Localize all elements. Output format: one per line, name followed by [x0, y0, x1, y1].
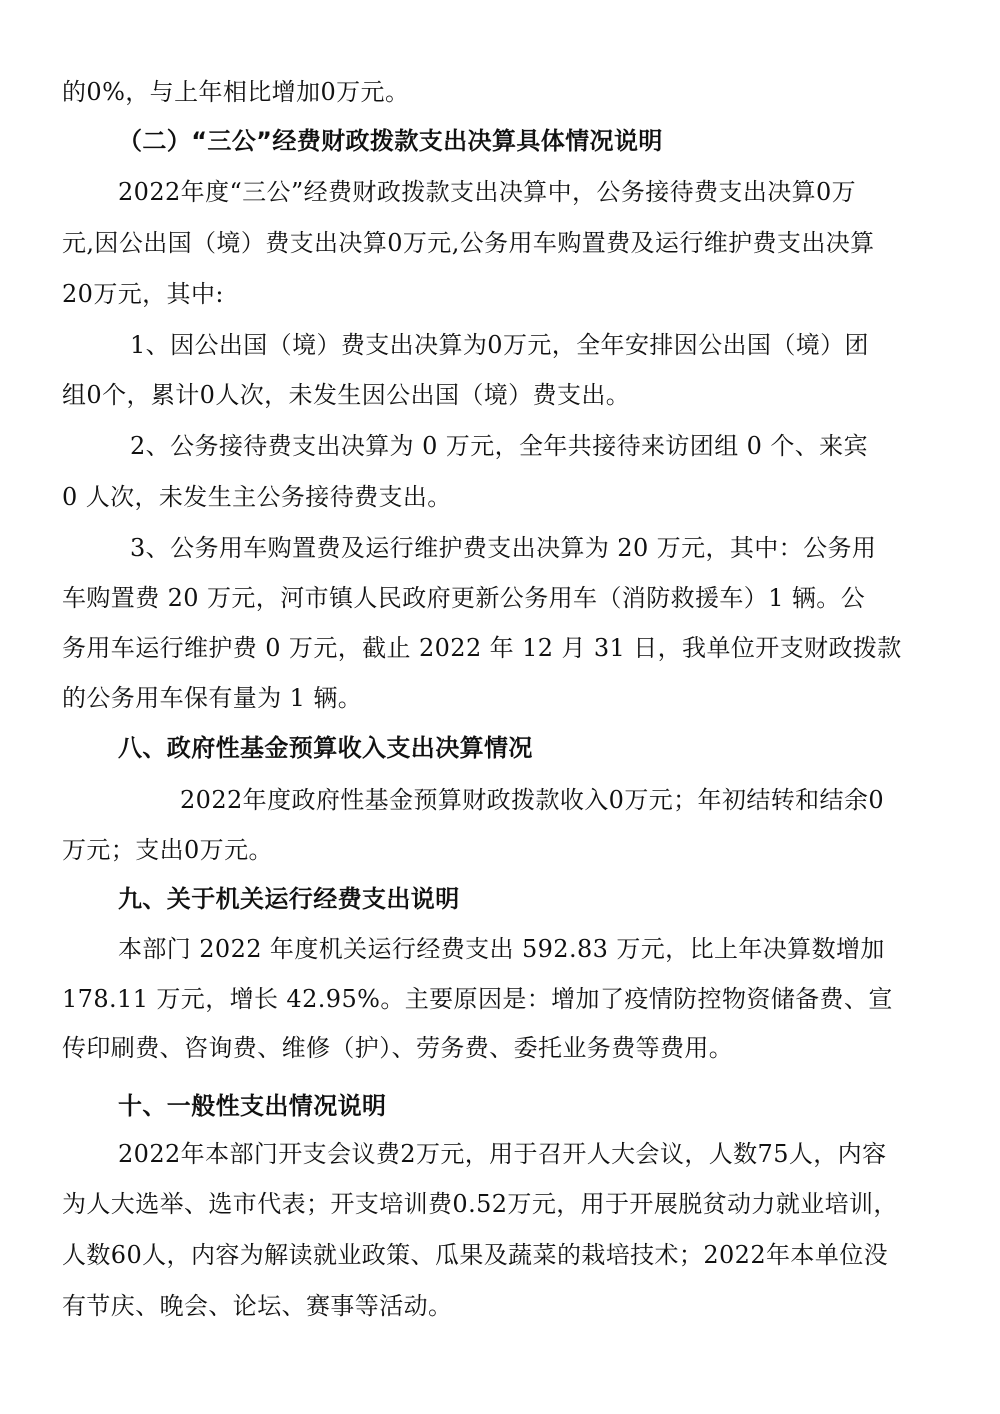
paragraph-line: 的0%，与上年相比增加0万元。 — [62, 78, 410, 106]
paragraph-line: 2022年度“三公”经费财政拨款支出决算中，公务接待费支出决算0万 — [118, 178, 857, 206]
paragraph-line: 178.11 万元，增长 42.95%。主要原因是：增加了疫情防控物资储备费、宣 — [62, 985, 893, 1013]
section-heading: 八、政府性基金预算收入支出决算情况 — [118, 734, 533, 762]
paragraph-line: 2022年度政府性基金预算财政拨款收入0万元；年初结转和结余0 — [180, 786, 885, 814]
list-item-line: 1、因公出国（境）费支出决算为0万元，全年安排因公出国（境）团 — [130, 331, 869, 359]
paragraph-line: 务用车运行维护费 0 万元，截止 2022 年 12 月 31 日，我单位开支财政拨款 — [62, 634, 902, 662]
paragraph-line: 万元；支出0万元。 — [62, 836, 273, 864]
paragraph-line: 0 人次，未发生主公务接待费支出。 — [62, 483, 452, 511]
paragraph-line: 元,因公出国（境）费支出决算0万元,公务用车购置费及运行维护费支出决算 — [62, 229, 875, 257]
paragraph-line: 有节庆、晚会、论坛、赛事等活动。 — [62, 1292, 453, 1320]
section-heading: 十、一般性支出情况说明 — [118, 1092, 387, 1120]
paragraph-line: 传印刷费、咨询费、维修（护）、劳务费、委托业务费等费用。 — [62, 1034, 734, 1062]
section-heading: 九、关于机关运行经费支出说明 — [118, 885, 460, 913]
paragraph-line: 人数60人，内容为解读就业政策、瓜果及蔬菜的栽培技术；2022年本单位没 — [62, 1241, 889, 1269]
paragraph-line: 的公务用车保有量为 1 辆。 — [62, 684, 363, 712]
section-heading: （二）“三公”经费财政拨款支出决算具体情况说明 — [118, 127, 663, 155]
list-item-line: 3、公务用车购置费及运行维护费支出决算为 20 万元，其中：公务用 — [130, 534, 877, 562]
list-item-line: 2、公务接待费支出决算为 0 万元，全年共接待来访团组 0 个、来宾 — [130, 432, 868, 460]
paragraph-line: 车购置费 20 万元，河市镇人民政府更新公务用车（消防救援车）1 辆。公 — [62, 584, 866, 612]
paragraph-line: 本部门 2022 年度机关运行经费支出 592.83 万元，比上年决算数增加 — [118, 935, 885, 963]
paragraph-line: 20万元，其中: — [62, 280, 224, 308]
paragraph-line: 组0个，累计0人次，未发生因公出国（境）费支出。 — [62, 381, 631, 409]
paragraph-line: 2022年本部门开支会议费2万元，用于召开人大会议，人数75人，内容 — [118, 1140, 887, 1168]
paragraph-line: 为人大选举、选市代表；开支培训费0.52万元，用于开展脱贫动力就业培训， — [62, 1190, 898, 1218]
